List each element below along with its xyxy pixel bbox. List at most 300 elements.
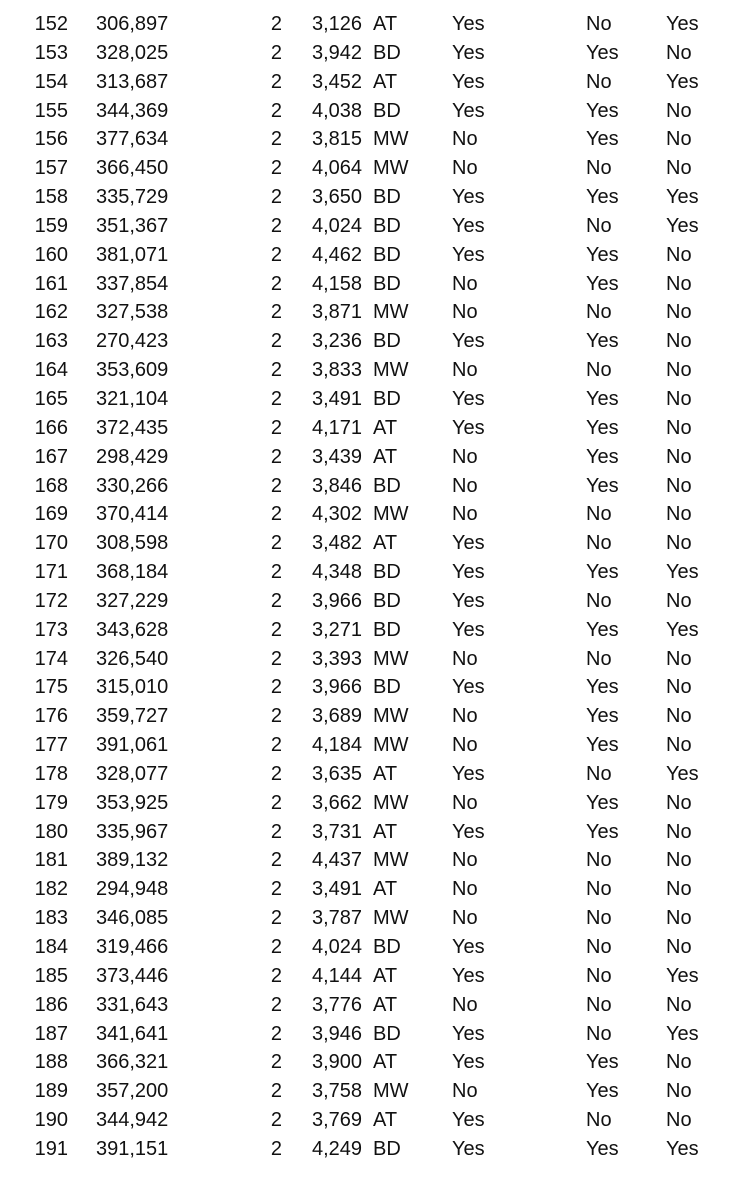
price-cell: 306,897 (96, 13, 169, 35)
price-cell: 391,151 (96, 1137, 169, 1160)
table-row (0, 154, 756, 183)
flag-2-cell: Yes (586, 445, 619, 468)
table-row (0, 818, 756, 847)
flag-3-cell: No (666, 647, 692, 670)
flag-2-cell: No (586, 157, 612, 180)
count-cell: 2 (270, 243, 282, 266)
price-cell: 315,010 (96, 676, 169, 699)
flag-2-cell: Yes (586, 99, 619, 122)
sqft-cell: 4,024 (312, 936, 363, 958)
flag-3-cell: Yes (666, 561, 699, 584)
row-id-cell: 182 (34, 878, 68, 901)
sqft-cell: 3,126 (312, 13, 363, 35)
flag-2-cell: Yes (586, 330, 619, 353)
flag-3-cell: Yes (666, 762, 699, 785)
price-cell: 351,367 (96, 214, 169, 237)
sqft-cell: 3,491 (312, 387, 363, 410)
count-cell: 2 (270, 387, 282, 410)
flag-1-cell: Yes (452, 936, 485, 958)
price-cell: 353,925 (96, 791, 169, 814)
flag-2-cell: No (586, 762, 612, 785)
region-code-cell: AT (373, 416, 398, 439)
flag-1-cell: Yes (452, 561, 485, 584)
flag-3-cell: Yes (666, 618, 699, 641)
region-code-cell: BD (373, 936, 401, 958)
flag-1-cell: No (452, 849, 478, 872)
row-id-cell: 188 (34, 1051, 68, 1074)
row-id-cell: 155 (34, 99, 68, 122)
region-code-cell: AT (373, 964, 398, 987)
price-cell: 270,423 (96, 330, 169, 353)
region-code-cell: MW (373, 791, 409, 814)
row-id-cell: 168 (34, 474, 68, 497)
table-row (0, 183, 756, 212)
flag-3-cell: Yes (666, 1137, 699, 1160)
count-cell: 2 (270, 272, 282, 295)
flag-2-cell: Yes (586, 474, 619, 497)
table-row (0, 97, 756, 126)
flag-2-cell: No (586, 301, 612, 324)
region-code-cell: BD (373, 474, 401, 497)
region-code-cell: AT (373, 993, 398, 1016)
flag-3-cell: Yes (666, 13, 699, 35)
data-table (0, 10, 756, 1164)
count-cell: 2 (270, 186, 282, 209)
flag-2-cell: Yes (586, 128, 619, 151)
flag-2-cell: Yes (586, 734, 619, 757)
flag-1-cell: Yes (452, 387, 485, 410)
flag-3-cell: No (666, 993, 692, 1016)
count-cell: 2 (270, 1051, 282, 1074)
count-cell: 2 (270, 734, 282, 757)
price-cell: 366,450 (96, 157, 169, 180)
row-id-cell: 161 (34, 272, 68, 295)
flag-1-cell: Yes (452, 762, 485, 785)
table-row (0, 846, 756, 875)
region-code-cell: BD (373, 676, 401, 699)
row-id-cell: 163 (34, 330, 68, 353)
region-code-cell: AT (373, 532, 398, 555)
region-code-cell: MW (373, 128, 409, 151)
sqft-cell: 4,158 (312, 272, 363, 295)
sqft-cell: 3,769 (312, 1109, 363, 1132)
count-cell: 2 (270, 589, 282, 612)
count-cell: 2 (270, 993, 282, 1016)
sqft-cell: 3,815 (312, 128, 363, 151)
sqft-cell: 3,271 (312, 618, 363, 641)
flag-2-cell: No (586, 993, 612, 1016)
count-cell: 2 (270, 128, 282, 151)
region-code-cell: AT (373, 1109, 398, 1132)
region-code-cell: BD (373, 1137, 401, 1160)
flag-1-cell: Yes (452, 676, 485, 699)
count-cell: 2 (270, 964, 282, 987)
region-code-cell: MW (373, 1080, 409, 1103)
region-code-cell: MW (373, 734, 409, 757)
flag-3-cell: No (666, 820, 692, 843)
price-cell: 328,077 (96, 762, 169, 785)
flag-1-cell: Yes (452, 416, 485, 439)
table-row (0, 760, 756, 789)
flag-1-cell: No (452, 445, 478, 468)
row-id-cell: 178 (34, 762, 68, 785)
flag-2-cell: Yes (586, 561, 619, 584)
region-code-cell: BD (373, 618, 401, 641)
flag-3-cell: No (666, 1080, 692, 1103)
flag-2-cell: No (586, 907, 612, 930)
flag-2-cell: No (586, 359, 612, 382)
flag-1-cell: Yes (452, 41, 485, 64)
table-row (0, 356, 756, 385)
region-code-cell: AT (373, 1051, 398, 1074)
flag-2-cell: No (586, 70, 612, 93)
region-code-cell: MW (373, 157, 409, 180)
flag-1-cell: No (452, 272, 478, 295)
flag-3-cell: No (666, 849, 692, 872)
sqft-cell: 4,437 (312, 849, 363, 872)
count-cell: 2 (270, 647, 282, 670)
flag-3-cell: No (666, 99, 692, 122)
flag-1-cell: Yes (452, 589, 485, 612)
region-code-cell: AT (373, 13, 398, 35)
price-cell: 377,634 (96, 128, 169, 151)
sqft-cell: 3,482 (312, 532, 363, 555)
price-cell: 368,184 (96, 561, 169, 584)
flag-2-cell: Yes (586, 705, 619, 728)
count-cell: 2 (270, 907, 282, 930)
region-code-cell: BD (373, 214, 401, 237)
price-cell: 389,132 (96, 849, 169, 872)
row-id-cell: 174 (34, 647, 68, 670)
price-cell: 344,942 (96, 1109, 169, 1132)
region-code-cell: MW (373, 705, 409, 728)
flag-2-cell: No (586, 849, 612, 872)
table-row (0, 472, 756, 501)
row-id-cell: 173 (34, 618, 68, 641)
flag-1-cell: Yes (452, 214, 485, 237)
flag-2-cell: Yes (586, 41, 619, 64)
sqft-cell: 3,846 (312, 474, 363, 497)
sqft-cell: 3,662 (312, 791, 363, 814)
count-cell: 2 (270, 157, 282, 180)
count-cell: 2 (270, 791, 282, 814)
table-row (0, 558, 756, 587)
count-cell: 2 (270, 1137, 282, 1160)
flag-3-cell: No (666, 272, 692, 295)
sqft-cell: 3,966 (312, 676, 363, 699)
flag-1-cell: Yes (452, 1137, 485, 1160)
region-code-cell: BD (373, 243, 401, 266)
flag-1-cell: No (452, 878, 478, 901)
flag-1-cell: Yes (452, 532, 485, 555)
sqft-cell: 3,833 (312, 359, 363, 382)
flag-3-cell: No (666, 445, 692, 468)
flag-1-cell: No (452, 705, 478, 728)
table-row (0, 298, 756, 327)
flag-1-cell: No (452, 128, 478, 151)
count-cell: 2 (270, 70, 282, 93)
flag-3-cell: No (666, 474, 692, 497)
flag-3-cell: No (666, 734, 692, 757)
price-cell: 357,200 (96, 1080, 169, 1103)
flag-3-cell: No (666, 1051, 692, 1074)
price-cell: 373,446 (96, 964, 169, 987)
flag-3-cell: No (666, 791, 692, 814)
region-code-cell: AT (373, 820, 398, 843)
row-id-cell: 170 (34, 532, 68, 555)
sqft-cell: 4,144 (312, 964, 363, 987)
table-row (0, 270, 756, 299)
flag-1-cell: Yes (452, 70, 485, 93)
flag-1-cell: Yes (452, 330, 485, 353)
table-row (0, 1020, 756, 1049)
flag-3-cell: No (666, 676, 692, 699)
count-cell: 2 (270, 41, 282, 64)
sqft-cell: 4,171 (312, 416, 363, 439)
sqft-cell: 3,776 (312, 993, 363, 1016)
count-cell: 2 (270, 416, 282, 439)
price-cell: 330,266 (96, 474, 169, 497)
price-cell: 327,538 (96, 301, 169, 324)
row-id-cell: 152 (34, 13, 68, 35)
region-code-cell: BD (373, 41, 401, 64)
flag-3-cell: Yes (666, 214, 699, 237)
price-cell: 328,025 (96, 41, 169, 64)
sqft-cell: 4,184 (312, 734, 363, 757)
row-id-cell: 183 (34, 907, 68, 930)
count-cell: 2 (270, 820, 282, 843)
flag-1-cell: No (452, 734, 478, 757)
flag-1-cell: No (452, 474, 478, 497)
table-row (0, 789, 756, 818)
sqft-cell: 4,249 (312, 1137, 363, 1160)
flag-1-cell: No (452, 993, 478, 1016)
sqft-cell: 3,871 (312, 301, 363, 324)
flag-1-cell: Yes (452, 99, 485, 122)
price-cell: 319,466 (96, 936, 169, 958)
price-cell: 335,729 (96, 186, 169, 209)
row-id-cell: 154 (34, 70, 68, 93)
count-cell: 2 (270, 99, 282, 122)
row-id-cell: 157 (34, 157, 68, 180)
flag-1-cell: No (452, 1080, 478, 1103)
flag-2-cell: Yes (586, 1051, 619, 1074)
count-cell: 2 (270, 762, 282, 785)
flag-2-cell: No (586, 532, 612, 555)
flag-2-cell: No (586, 1022, 612, 1045)
price-cell: 341,641 (96, 1022, 169, 1045)
sqft-cell: 3,452 (312, 70, 363, 93)
table-row (0, 962, 756, 991)
flag-3-cell: No (666, 878, 692, 901)
price-cell: 326,540 (96, 647, 169, 670)
region-code-cell: AT (373, 445, 398, 468)
count-cell: 2 (270, 705, 282, 728)
flag-3-cell: No (666, 301, 692, 324)
sqft-cell: 3,946 (312, 1022, 363, 1045)
region-code-cell: MW (373, 503, 409, 526)
table-row (0, 212, 756, 241)
row-id-cell: 172 (34, 589, 68, 612)
table-row (0, 991, 756, 1020)
flag-1-cell: No (452, 359, 478, 382)
price-cell: 294,948 (96, 878, 169, 901)
sqft-cell: 4,024 (312, 214, 363, 237)
table-row (0, 904, 756, 933)
sqft-cell: 3,787 (312, 907, 363, 930)
count-cell: 2 (270, 618, 282, 641)
flag-1-cell: Yes (452, 1051, 485, 1074)
table-row (0, 616, 756, 645)
price-cell: 359,727 (96, 705, 169, 728)
flag-2-cell: No (586, 647, 612, 670)
row-id-cell: 153 (34, 41, 68, 64)
flag-3-cell: No (666, 330, 692, 353)
flag-1-cell: No (452, 907, 478, 930)
row-id-cell: 181 (34, 849, 68, 872)
count-cell: 2 (270, 532, 282, 555)
table-row (0, 1077, 756, 1106)
table-row (0, 875, 756, 904)
table-row (0, 645, 756, 674)
region-code-cell: MW (373, 647, 409, 670)
table-row (0, 529, 756, 558)
row-id-cell: 184 (34, 936, 68, 958)
flag-1-cell: Yes (452, 13, 485, 35)
table-row (0, 443, 756, 472)
count-cell: 2 (270, 503, 282, 526)
flag-2-cell: Yes (586, 820, 619, 843)
table-row (0, 241, 756, 270)
sqft-cell: 4,302 (312, 503, 363, 526)
flag-1-cell: Yes (452, 186, 485, 209)
flag-3-cell: Yes (666, 186, 699, 209)
row-id-cell: 180 (34, 820, 68, 843)
price-cell: 308,598 (96, 532, 169, 555)
price-cell: 370,414 (96, 503, 169, 526)
row-id-cell: 158 (34, 186, 68, 209)
sqft-cell: 3,966 (312, 589, 363, 612)
price-cell: 346,085 (96, 907, 169, 930)
region-code-cell: MW (373, 907, 409, 930)
price-cell: 321,104 (96, 387, 169, 410)
sqft-cell: 3,439 (312, 445, 363, 468)
flag-3-cell: No (666, 1109, 692, 1132)
row-id-cell: 176 (34, 705, 68, 728)
flag-1-cell: No (452, 791, 478, 814)
count-cell: 2 (270, 359, 282, 382)
row-id-cell: 159 (34, 214, 68, 237)
row-id-cell: 191 (34, 1137, 68, 1160)
table-row (0, 702, 756, 731)
region-code-cell: BD (373, 272, 401, 295)
sqft-cell: 4,038 (312, 99, 363, 122)
flag-1-cell: Yes (452, 618, 485, 641)
sqft-cell: 3,393 (312, 647, 363, 670)
sqft-cell: 4,064 (312, 157, 363, 180)
flag-2-cell: No (586, 964, 612, 987)
row-id-cell: 169 (34, 503, 68, 526)
region-code-cell: AT (373, 878, 398, 901)
region-code-cell: BD (373, 387, 401, 410)
row-id-cell: 156 (34, 128, 68, 151)
flag-3-cell: No (666, 705, 692, 728)
row-id-cell: 177 (34, 734, 68, 757)
table-row (0, 39, 756, 68)
flag-1-cell: No (452, 301, 478, 324)
flag-3-cell: No (666, 589, 692, 612)
sqft-cell: 3,758 (312, 1080, 363, 1103)
count-cell: 2 (270, 301, 282, 324)
count-cell: 2 (270, 676, 282, 699)
flag-1-cell: No (452, 503, 478, 526)
flag-2-cell: No (586, 503, 612, 526)
price-cell: 344,369 (96, 99, 169, 122)
count-cell: 2 (270, 561, 282, 584)
flag-3-cell: No (666, 416, 692, 439)
flag-1-cell: Yes (452, 964, 485, 987)
table-row (0, 385, 756, 414)
region-code-cell: AT (373, 762, 398, 785)
region-code-cell: BD (373, 561, 401, 584)
row-id-cell: 166 (34, 416, 68, 439)
price-cell: 313,687 (96, 70, 169, 93)
flag-3-cell: No (666, 157, 692, 180)
count-cell: 2 (270, 849, 282, 872)
flag-2-cell: No (586, 936, 612, 958)
flag-3-cell: No (666, 936, 692, 958)
price-cell: 366,321 (96, 1051, 169, 1074)
table-row (0, 1106, 756, 1135)
price-cell: 298,429 (96, 445, 169, 468)
row-id-cell: 187 (34, 1022, 68, 1045)
count-cell: 2 (270, 474, 282, 497)
flag-3-cell: No (666, 359, 692, 382)
sqft-cell: 4,348 (312, 561, 363, 584)
flag-3-cell: Yes (666, 70, 699, 93)
count-cell: 2 (270, 1080, 282, 1103)
table-row (0, 68, 756, 97)
price-cell: 327,229 (96, 589, 169, 612)
row-id-cell: 185 (34, 964, 68, 987)
flag-3-cell: Yes (666, 1022, 699, 1045)
sqft-cell: 3,942 (312, 41, 363, 64)
flag-2-cell: Yes (586, 272, 619, 295)
row-id-cell: 175 (34, 676, 68, 699)
flag-2-cell: Yes (586, 1137, 619, 1160)
region-code-cell: BD (373, 99, 401, 122)
row-id-cell: 179 (34, 791, 68, 814)
count-cell: 2 (270, 445, 282, 468)
price-cell: 343,628 (96, 618, 169, 641)
sqft-cell: 3,731 (312, 820, 363, 843)
sqft-cell: 3,689 (312, 705, 363, 728)
flag-3-cell: No (666, 532, 692, 555)
region-code-cell: BD (373, 1022, 401, 1045)
price-cell: 335,967 (96, 820, 169, 843)
price-cell: 331,643 (96, 993, 169, 1016)
row-id-cell: 171 (34, 561, 68, 584)
flag-3-cell: No (666, 907, 692, 930)
table-row (0, 327, 756, 356)
count-cell: 2 (270, 214, 282, 237)
count-cell: 2 (270, 1109, 282, 1132)
sqft-cell: 3,236 (312, 330, 363, 353)
flag-2-cell: No (586, 878, 612, 901)
table-row (0, 1048, 756, 1077)
count-cell: 2 (270, 878, 282, 901)
sqft-cell: 3,650 (312, 186, 363, 209)
